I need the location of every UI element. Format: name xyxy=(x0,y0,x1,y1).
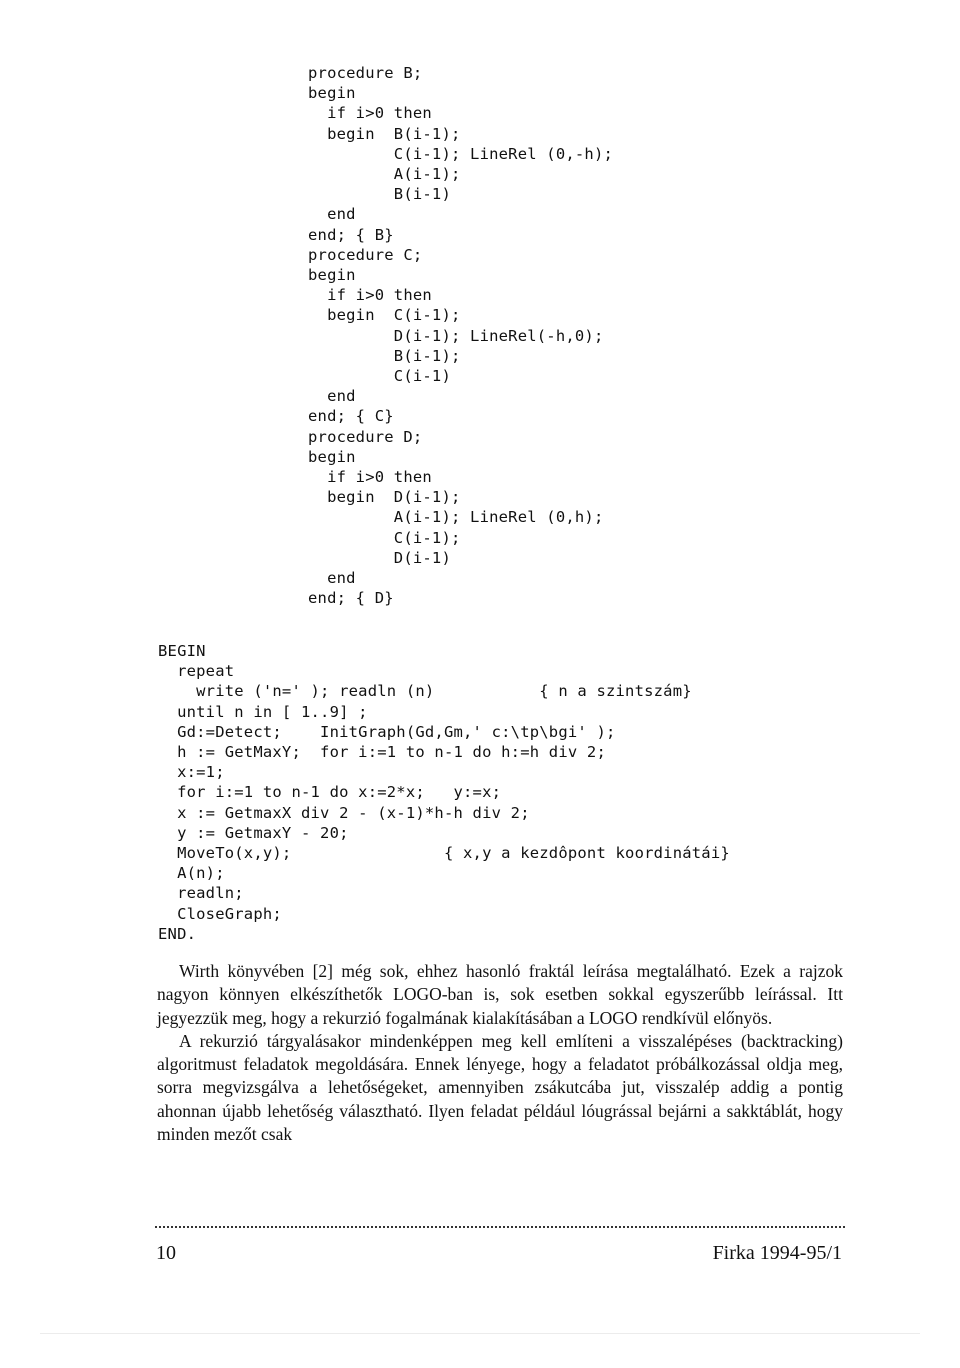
footer-divider xyxy=(155,1226,845,1228)
paragraph: A rekurzió tárgyalásakor mindenképpen meg kell említeni a visszalépéses (backtracking) algoritmust feladatok megoldására. Ennek lényege, hogy a feladatot próbálkozással oldja meg, sorra megvizsgálva a lehetőségeket, amennyiben zsákutcába jut, visszalép addig a pontig ahonnan újabb lehetőség választható. Ilyen feladat például lóugrással bejárni a sakktáblát, hogy minden mezőt csak xyxy=(157,1030,843,1145)
body-text xyxy=(157,960,843,1146)
code-listing-procedures: procedure B; begin if i>0 then begin B(i-1); C(i-1); LineRel (0,-h); A(i-1); B(i-1) end end; { B} procedure C; begin if i>0 then begin C(i-1); D(i-1); LineRel(-h,0); B(i-1); C(i-1) end end; { C} procedure D; begin if i>0 then begin D(i-1); A(i-1); LineRel (0,h); C(i-1); D(i-1) end end; { D} xyxy=(308,64,614,608)
paragraph: Wirth könyvében [2] még sok, ehhez hasonló fraktál leírása megtalálható. Ezek a rajzok nagyon könnyen elkészíthetők LOGO-ban is, sok esetben sokkal egyszerűbb leírással. Itt jegyezzük meg, hogy a rekurzió fogalmának kialakításában a LOGO rendkívül előnyös. xyxy=(157,961,843,1028)
journal-issue: Firka 1994-95/1 xyxy=(712,1242,842,1264)
code-listing-main-program: BEGIN repeat write ('n=' ); readln (n) { n a szintszám} until n in [ 1..9] ; Gd:=Detect; InitGraph(Gd,Gm,' c:\tp\bgi' ); h := GetMaxY; for i:=1 to n-1 do h:=h div 2; x:=1; for i:=1 to n-1 do x:=2*x; y:=x; x := GetmaxX div 2 - (x-1)*h-h div 2; y := GetmaxY - 20; MoveTo(x,y); { x,y a kezdôpont koordinátái} A(n); readln; CloseGraph; END. xyxy=(158,642,730,943)
page-number: 10 xyxy=(156,1242,176,1264)
page-edge xyxy=(40,1333,920,1334)
